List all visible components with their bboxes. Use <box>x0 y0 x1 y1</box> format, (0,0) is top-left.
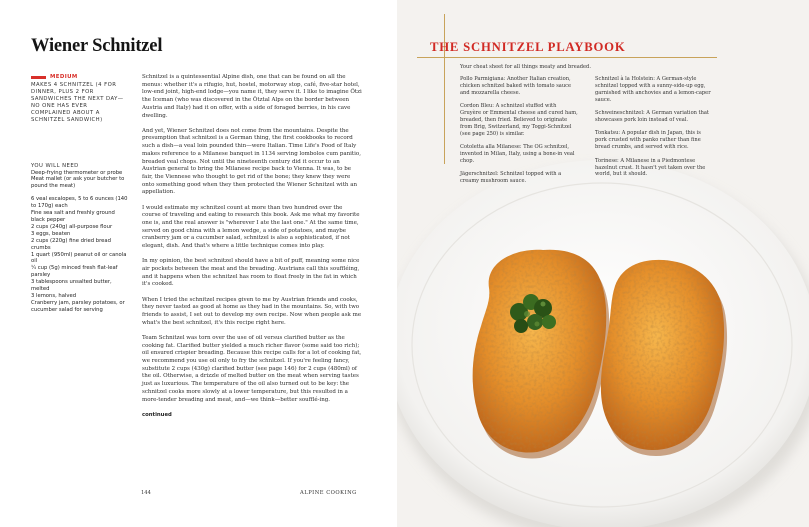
body-paragraph: In my opinion, the best schnitzel should have a bit of puff, meaning some nice air pockets between the meat and the breading. Austrians call this souffléing, and it happens when the schnitzel has room to float freely in the fat in which it's cooked. <box>142 258 360 288</box>
you-will-need-heading: YOU WILL NEED <box>31 162 79 169</box>
ingredient-item: Meat mallet (or ask your butcher to pound the meat) <box>31 176 125 190</box>
gold-rule-vertical <box>444 14 445 164</box>
playbook-column-left <box>460 76 578 192</box>
ingredient-item: 6 veal escalopes, 5 to 6 ounces (140 to 170g) each <box>31 196 128 210</box>
running-head: ALPINE COOKING <box>300 490 357 496</box>
ingredient-item: 3 eggs, beaten <box>31 230 71 237</box>
right-page <box>397 0 809 527</box>
left-page <box>0 0 397 527</box>
ingredient-item: Deep-frying thermometer or probe <box>31 169 123 176</box>
playbook-entry: Schweineschnitzel: A German variation that showcases pork loin instead of veal. <box>595 110 709 124</box>
ingredient-item: Fine sea salt and freshly ground black pepper <box>31 210 115 223</box>
yield-text: MAKES 4 SCHNITZEL (4 FOR DINNER, PLUS 2 FOR SANDWICHES THE NEXT DAY—NO ONE HAS EVER COMPLAINED ABOUT A SCHNITZEL SANDWICH) <box>31 82 124 124</box>
difficulty-label: MEDIUM <box>50 74 78 80</box>
playbook-entry: Tonkatsu: A popular dish in Japan, this is pork crusted with panko rather than fine bread crumbs, and served with rice. <box>595 130 701 151</box>
difficulty-bar <box>31 76 46 79</box>
ingredient-item: 3 lemons, halved <box>31 292 77 299</box>
playbook-entry: Cotoletta alla Milanese: The OG schnitzel, invented in Milan, Italy, using a bone-in veal chop. <box>460 144 575 165</box>
recipe-body <box>142 74 362 419</box>
difficulty-row <box>31 74 129 80</box>
playbook-entry: Jägerschnitzel: Schnitzel topped with a creamy mushroom sauce. <box>460 171 562 185</box>
body-paragraph: Team Schnitzel was torn over the use of oil versus clarified butter as the cooking fat. Clarified butter yielded a much richer flavor (some said too rich); oil ensured crispier breading. Because this recipe calls for a lot of cooking fat, we recommend you use oil only to fry the schnitzel. If you're feeling fancy, substitute 2 cups (430g) clarified butter (see page 146) for 2 cups (480ml) of the oil. Otherwise, a drizzle of melted butter on the meat when serving tastes just as luxurious. The temperature of the oil also turned out to be key: the schnitzel cooks more slowly at a lower temperature, but this resulted in a more-tender breading and meat, and—we think—better soufflé-ing. <box>142 334 362 403</box>
playbook-entry: Torinese: A Milanese in a Piedmontese hazelnut crust. It hasn't yet taken over the world, but it should. <box>595 157 706 178</box>
gold-rule-horizontal <box>417 57 717 58</box>
body-paragraph: And yet, Wiener Schnitzel does not come from the mountains. Despite the presumption that schnitzel is a German thing, the first cookbooks to record such a dish—a veal loin pounded thin—were Italian. Time Life's Food of Italy makes reference to a Milanese banquet in 1134 serving lombolos cum panitio, breaded veal chops. Not until the nineteenth century did it occur to an Austrian general to bring the Milanese recipe back to Vienna. It was, to be fair, the Viennese who thought to get rid of the bone; they knew they were onto something good when they then protected the Wiener Schnitzel with an appellation. <box>142 127 361 196</box>
ingredient-item: 2 cups (220g) fine dried bread crumbs <box>31 237 111 251</box>
ingredient-list <box>31 170 129 314</box>
body-paragraph: I would estimate my schnitzel count at more than two hundred over the course of traveling and eating to research this book. Ask me what my favorite one is, and the real answer is "wherever I ate the last one." At the same time, served on good china with a lemon wedge, a side of potatoes, and maybe cranberry jam or a cucumber salad, schnitzel is also a sophisticated, if not elegant, dish. And that's where a little technique comes into play. <box>142 204 360 250</box>
playbook-entry: Cordon Bleu: A schnitzel stuffed with Gruyère or Emmental cheese and cured ham, breaded, then fried. Believed to originate from Brig, Switzerland, my Toggi-Schnitzel (see page 250) is similar. <box>460 103 578 137</box>
ingredient-item: 2 cups (240g) all-purpose flour <box>31 223 113 230</box>
ingredient-item: ¼ cup (5g) minced fresh flat-leaf parsley <box>31 265 118 279</box>
body-paragraph: Schnitzel is a quintessential Alpine dish, one that can be found on all the menus: whether it's a rifugio, hut, hostel, motorway stop, café, five-star hotel, low-end joint, high-end lodge—you name it, they serve it. I like to imagine Ötzi the Iceman (who was discovered in the Ötztal Alps on the border between Austria and Italy) had it on offer, with a side of foraged berries, in his cave dwelling. <box>142 74 362 119</box>
ingredient-item: 3 tablespoons unsalted butter, melted <box>31 279 112 293</box>
body-paragraph: When I tried the schnitzel recipes given to me by Austrian friends and cooks, they never tasted as good at home as they had in the mountains. So, with two friends to assist, I set out to develop my own recipe. Now when people ask me what's the best schnitzel, it's this recipe right here. <box>142 296 362 326</box>
playbook-entry: Schnitzel à la Holstein: A German-style schnitzel topped with a sunny-side-up egg, garnished with anchovies and a lemon-caper sauce. <box>595 76 711 103</box>
continued-label: continued <box>142 411 172 418</box>
playbook-intro: Your cheat sheet for all things meaty and breaded. <box>460 64 591 70</box>
ingredient-item: Cranberry jam, parsley potatoes, or cucumber salad for serving <box>31 299 125 313</box>
page-number: 144 <box>141 490 151 496</box>
ingredient-item: 1 quart (950ml) peanut oil or canola oil <box>31 251 127 265</box>
playbook-entry: Pollo Parmigiana: Another Italian creation, chicken schnitzel baked with tomato sauce and mozzarella cheese. <box>460 76 571 96</box>
playbook-title: THE SCHNITZEL PLAYBOOK <box>430 40 626 54</box>
recipe-sidebar <box>31 74 129 314</box>
playbook-column-right <box>595 76 713 185</box>
recipe-title: Wiener Schnitzel <box>31 36 163 56</box>
